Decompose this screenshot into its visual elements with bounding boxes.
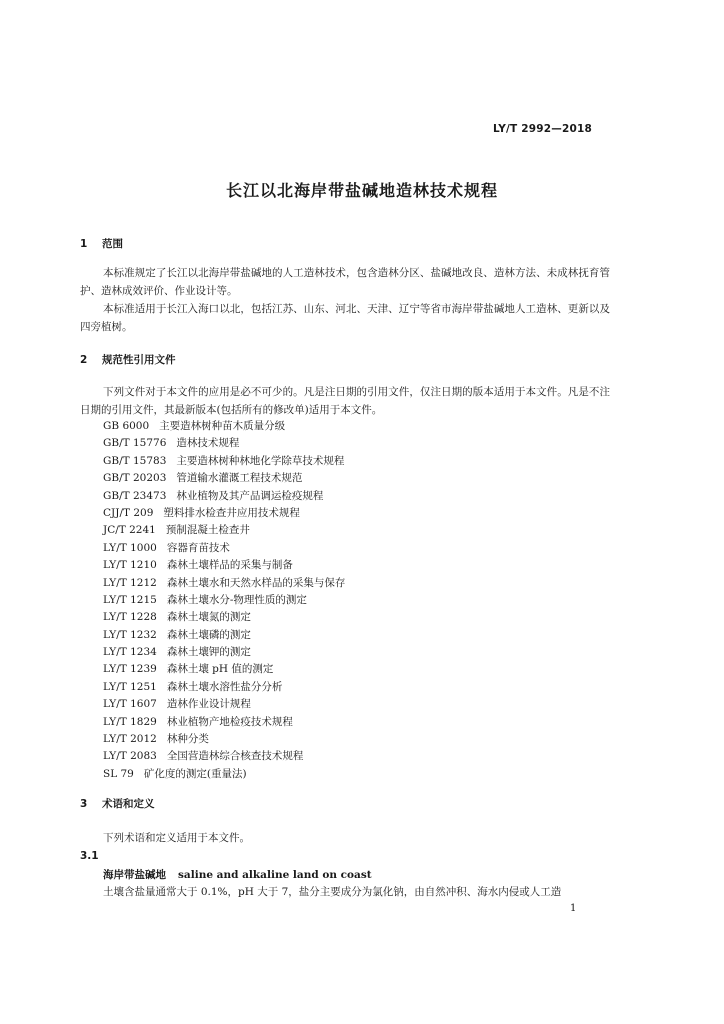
section-heading-scope (80, 236, 123, 251)
reference-item: LY/T 2012 林种分类 (103, 733, 209, 746)
reference-item: LY/T 1232 森林土壤磷的测定 (103, 628, 251, 641)
reference-item: GB/T 20203 管道输水灌溉工程技术规范 (103, 472, 303, 485)
reference-item: LY/T 1829 林业植物产地检疫技术规程 (103, 715, 293, 728)
section-title: 范围 (102, 238, 123, 250)
reference-item: LY/T 2083 全国营造林综合核查技术规程 (103, 750, 304, 763)
reference-item: SL 79 矿化度的测定(重量法) (103, 767, 247, 780)
reference-item: GB 6000 主要造林树种苗木质量分级 (103, 420, 286, 432)
term-name (103, 867, 372, 882)
scope-paragraph-2: 本标准适用于长江入海口以北，包括江苏、山东、河北、天津、辽宁等省市海岸带盐碱地人工造林、更新以及四旁植树。 (80, 303, 610, 333)
scope-paragraph-1: 本标准规定了长江以北海岸带盐碱地的人工造林技术，包含造林分区、盐碱地改良、造林方法、未成林抚育管护、造林成效评价、作业设计等。 (80, 267, 610, 297)
reference-item: LY/T 1239 森林土壤 pH 值的测定 (103, 663, 274, 676)
section-heading-terms (80, 796, 155, 811)
reference-item: LY/T 1215 森林土壤水分-物理性质的测定 (103, 593, 307, 606)
standard-code: LY/T 2992—2018 (492, 123, 592, 135)
reference-item: LY/T 1210 森林土壤样品的采集与制备 (103, 559, 293, 572)
term-name-en: saline and alkaline land on coast (178, 869, 372, 881)
reference-list (103, 418, 345, 783)
reference-item: LY/T 1251 森林土壤水溶性盐分分析 (103, 680, 283, 693)
term-definition: 土壤含盐量通常大于 0.1%，pH 大于 7，盐分主要成分为氯化钠，由自然冲积、海水内侵或人工造 (103, 886, 562, 898)
page-number: 1 (570, 903, 577, 914)
reference-item: LY/T 1234 森林土壤钾的测定 (103, 646, 251, 659)
reference-item: GB/T 15776 造林技术规程 (103, 437, 240, 450)
section-number: 3 (80, 798, 88, 810)
reference-item: CJJ/T 209 塑料排水检查井应用技术规程 (103, 506, 300, 519)
section-number: 1 (80, 238, 88, 250)
section-number: 2 (80, 354, 88, 366)
reference-item: LY/T 1212 森林土壤水和天然水样品的采集与保存 (103, 576, 346, 589)
reference-item: GB/T 23473 林业植物及其产品调运检疫规程 (103, 489, 324, 502)
section-title: 规范性引用文件 (102, 354, 176, 366)
terms-intro: 下列术语和定义适用于本文件。 (103, 832, 250, 844)
reference-item: LY/T 1228 森林土壤氮的测定 (103, 611, 251, 624)
references-intro: 下列文件对于本文件的应用是必不可少的。凡是注日期的引用文件，仅注日期的版本适用于本文件。凡是不注日期的引用文件，其最新版本(包括所有的修改单)适用于本文件。 (80, 386, 610, 416)
term-name-cn: 海岸带盐碱地 (103, 869, 166, 881)
section-title: 术语和定义 (102, 798, 155, 810)
reference-item: LY/T 1000 容器育苗技术 (103, 541, 230, 554)
term-number: 3.1 (80, 850, 99, 862)
reference-item: LY/T 1607 造林作业设计规程 (103, 698, 251, 711)
document-title: 长江以北海岸带盐碱地造林技术规程 (225, 181, 498, 200)
reference-item: GB/T 15783 主要造林树种林地化学除草技术规程 (103, 454, 345, 467)
reference-item: JC/T 2241 预制混凝土检查井 (103, 524, 250, 537)
section-heading-normative-references (80, 352, 176, 367)
